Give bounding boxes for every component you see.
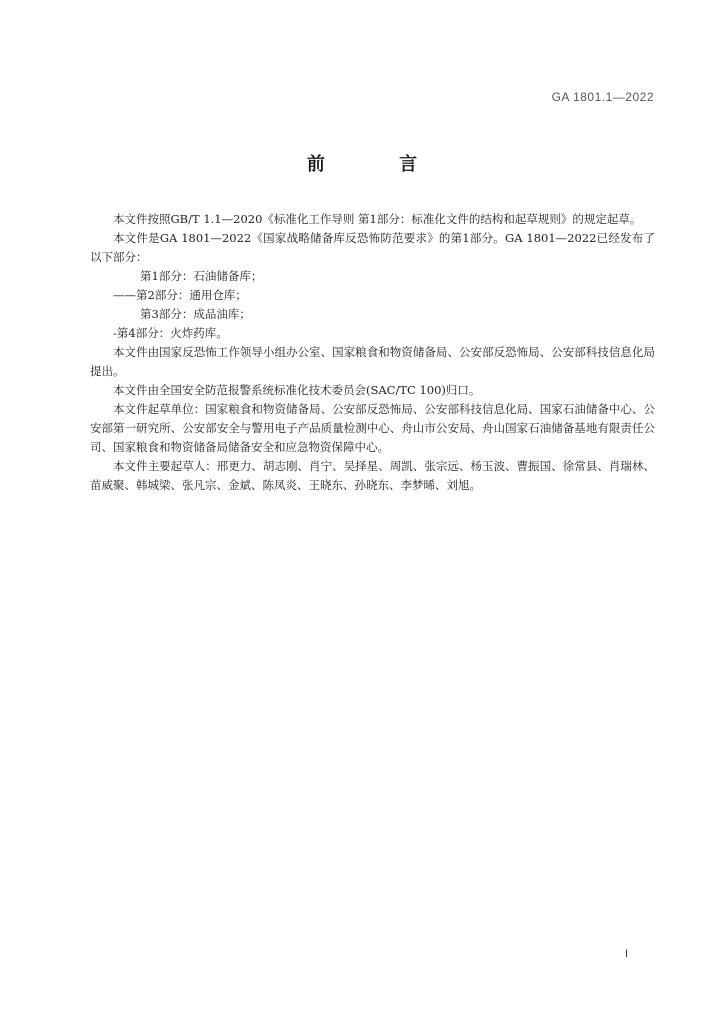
list-item-part-2: ——第2部分：通用仓库； [113, 288, 247, 302]
page-title: 前 言 [306, 154, 452, 175]
list-item-part-3: 第3部分：成品油库； [140, 307, 251, 321]
foreword-body [90, 210, 655, 495]
paragraph-standard-parts: 本文件是GA 1801—2022《国家战略储备库反恐怖防范要求》的第1部分。GA 1801—2022已经发布了以下部分： [90, 231, 655, 264]
standard-code-header: GA 1801.1—2022 [551, 90, 654, 104]
paragraph-drafting-units: 本文件起草单位：国家粮食和物资储备局、公安部反恐怖局、公安部科技信息化局、国家石油储备中心、公安部第一研究所、公安部安全与警用电子产品质量检测中心、舟山市公安局、舟山国家石油储备基地有限责任公司、国家粮食和物资储备局储备安全和应急物资保障中心。 [90, 402, 655, 454]
paragraph-main-drafters: 本文件主要起草人：邢更力、胡志刚、肖宁、吴择星、周凯、张宗远、杨玉波、曹振国、徐常县、肖瑞林、苗威聚、韩城梁、张凡宗、金斌、陈凤炎、王晓东、孙晓东、李梦晞、刘旭。 [90, 459, 655, 492]
paragraph-drafting-rules: 本文件按照GB/T 1.1—2020《标准化工作导则 第1部分：标准化文件的结构和起草规则》的规定起草。 [113, 212, 642, 226]
page-number: I [624, 948, 628, 960]
list-item-part-4: -第4部分：火炸药库。 [113, 326, 228, 340]
list-item-part-1: 第1部分：石油储备库； [140, 269, 263, 283]
paragraph-centralized-by: 本文件由全国安全防范报警系统标准化技术委员会(SAC/TC 100)归口。 [113, 383, 481, 397]
paragraph-proposed-by: 本文件由国家反恐怖工作领导小组办公室、国家粮食和物资储备局、公安部反恐怖局、公安部科技信息化局提出。 [90, 345, 655, 378]
